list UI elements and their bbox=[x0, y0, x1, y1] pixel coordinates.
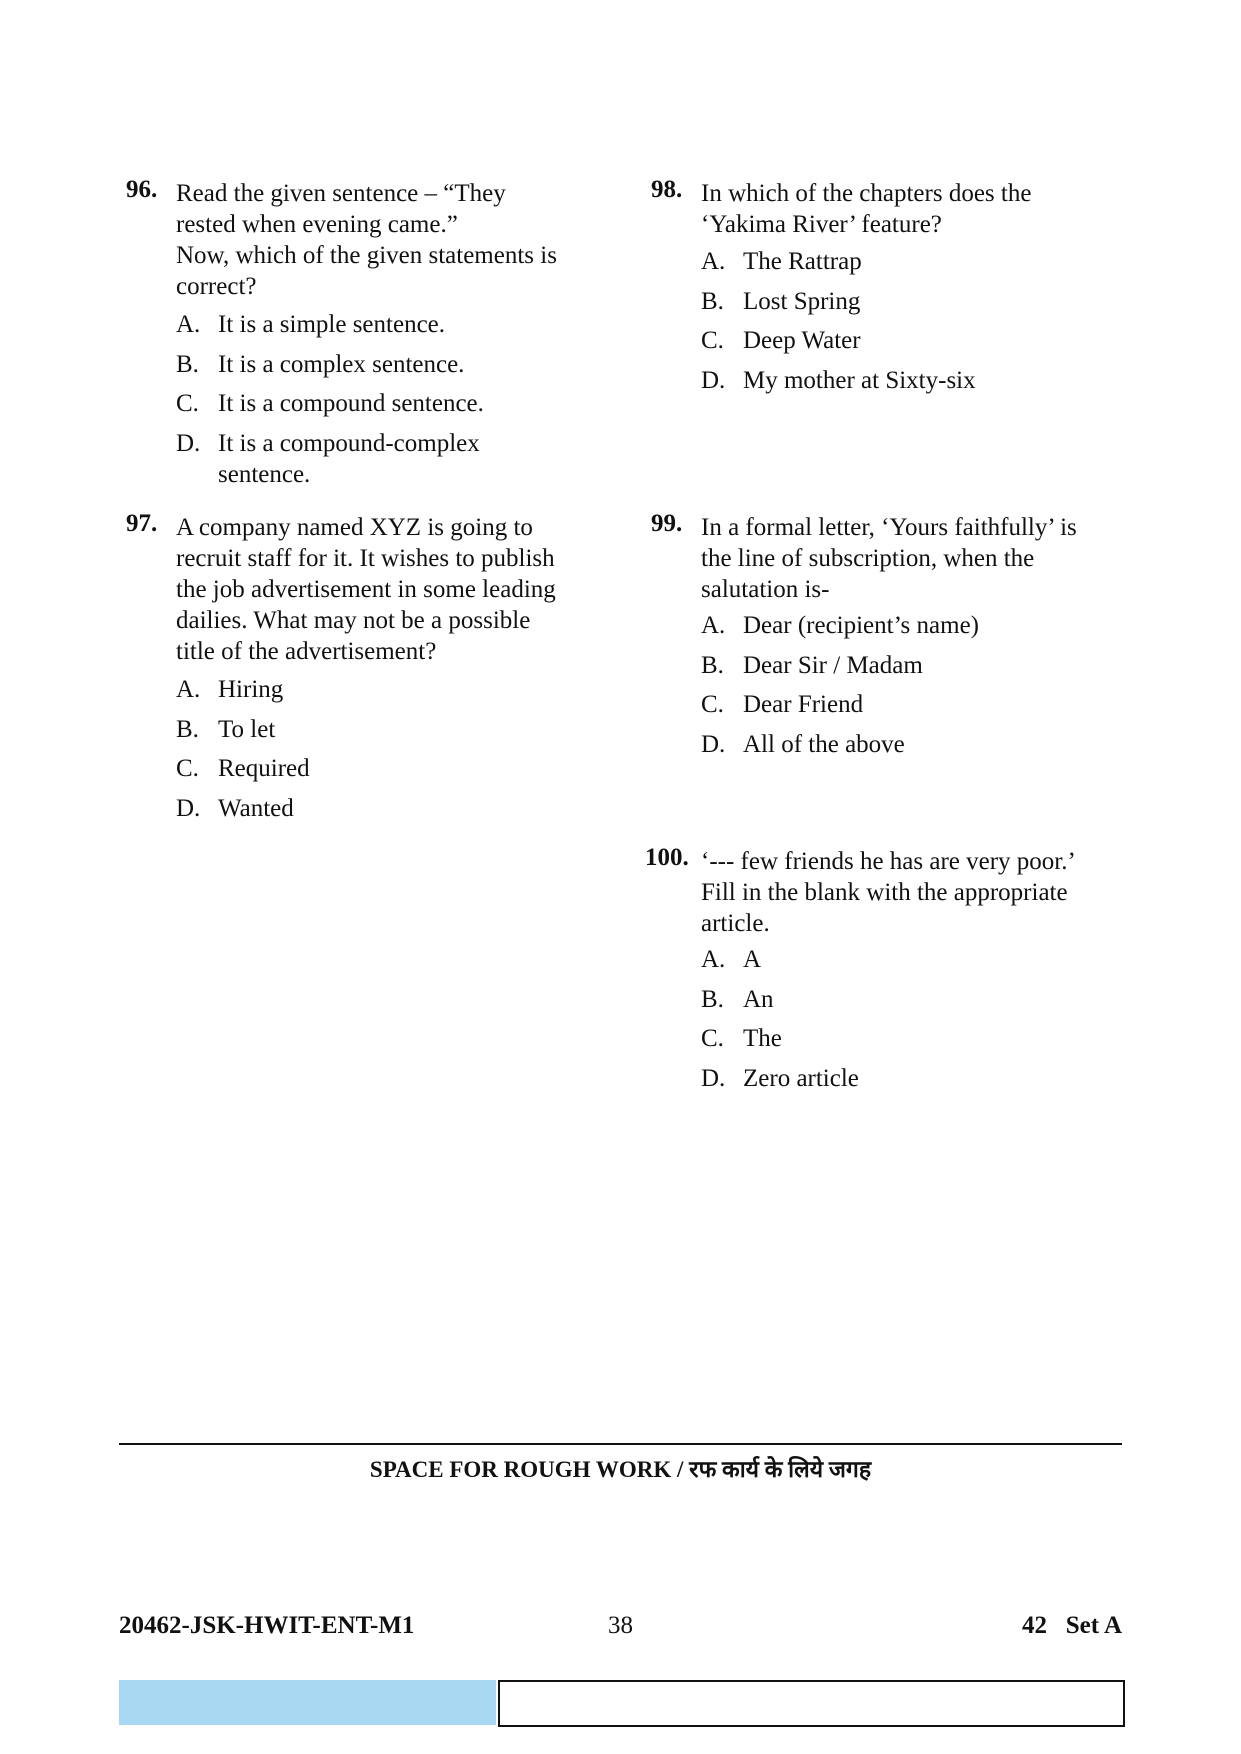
option-label: C. bbox=[176, 390, 199, 417]
option-text-line: An bbox=[743, 985, 774, 1013]
set-label: 42 Set A bbox=[1022, 1612, 1122, 1639]
option-label: B. bbox=[176, 350, 199, 378]
option-text-line: It is a compound-complex bbox=[218, 429, 480, 457]
option-label: C. bbox=[701, 1025, 724, 1052]
option-text-line: Deep Water bbox=[743, 327, 861, 354]
option-text bbox=[218, 674, 283, 714]
option-item bbox=[701, 1063, 859, 1103]
option-item bbox=[701, 246, 976, 286]
question-97 bbox=[126, 512, 606, 832]
option-text-line: Dear Friend bbox=[743, 691, 864, 718]
option-text-line: Hiring bbox=[218, 676, 284, 703]
option-text-line: Dear Sir / Madam bbox=[743, 651, 923, 679]
question-number: 98. bbox=[651, 176, 683, 203]
question-stem-line: correct? bbox=[176, 273, 257, 300]
option-label: B. bbox=[701, 651, 724, 679]
option-text bbox=[743, 650, 923, 690]
question-stem-line: article. bbox=[701, 910, 770, 937]
option-text-line: A bbox=[743, 946, 762, 973]
option-text bbox=[218, 349, 464, 389]
question-stem-line: the job advertisement in some leading bbox=[176, 576, 556, 603]
question-stem-line: ‘--- few friends he has are very poor.’ bbox=[701, 848, 1076, 875]
question-stem-line: title of the advertisement? bbox=[176, 638, 437, 665]
rough-work-divider bbox=[119, 1443, 1122, 1445]
option-item bbox=[176, 793, 310, 833]
option-text bbox=[218, 388, 484, 428]
question-stem-line: ‘Yakima River’ feature? bbox=[701, 211, 942, 238]
option-item bbox=[701, 610, 979, 650]
question-number: 100. bbox=[645, 844, 689, 871]
option-text bbox=[743, 944, 761, 984]
option-label: B. bbox=[701, 985, 724, 1013]
option-item bbox=[701, 689, 979, 729]
option-text-line: My mother at Sixty-six bbox=[743, 366, 976, 394]
option-item bbox=[176, 753, 310, 793]
option-item bbox=[701, 325, 976, 365]
option-item bbox=[176, 428, 484, 488]
question-100 bbox=[645, 846, 1145, 1126]
question-stem-line: Read the given sentence – “They bbox=[176, 180, 506, 207]
option-list bbox=[176, 309, 484, 488]
option-text bbox=[743, 1023, 782, 1063]
option-label: C. bbox=[701, 327, 724, 354]
option-text bbox=[743, 729, 905, 769]
question-stem-line: In which of the chapters does the bbox=[701, 180, 1032, 207]
paper-code: 20462-JSK-HWIT-ENT-M1 bbox=[119, 1612, 415, 1639]
question-number: 99. bbox=[651, 510, 683, 537]
option-item bbox=[701, 650, 979, 690]
option-text-line: Lost Spring bbox=[743, 287, 861, 315]
question-stem bbox=[176, 178, 557, 302]
option-item bbox=[176, 388, 484, 428]
question-98 bbox=[651, 178, 1131, 418]
option-text bbox=[743, 1063, 859, 1103]
question-stem bbox=[701, 178, 1031, 240]
option-text bbox=[743, 246, 862, 286]
option-item bbox=[701, 729, 979, 769]
option-label: C. bbox=[701, 691, 724, 718]
option-text bbox=[218, 793, 294, 833]
option-label: A. bbox=[176, 311, 201, 338]
question-number: 96. bbox=[126, 176, 158, 203]
option-text-line: sentence. bbox=[218, 460, 311, 488]
option-list bbox=[701, 944, 859, 1102]
option-text bbox=[743, 689, 863, 729]
option-list bbox=[176, 674, 310, 832]
option-label: D. bbox=[701, 730, 726, 758]
option-label: D. bbox=[176, 794, 201, 822]
option-text-line: It is a simple sentence. bbox=[218, 311, 446, 338]
option-text bbox=[743, 325, 861, 365]
question-stem-line: Fill in the blank with the appropriate bbox=[701, 879, 1068, 906]
option-list bbox=[701, 610, 979, 768]
option-label: A. bbox=[701, 612, 726, 639]
option-text-line: Required bbox=[218, 755, 310, 782]
option-label: D. bbox=[701, 1064, 726, 1092]
question-stem-line: In a formal letter, ‘Yours faithfully’ is bbox=[701, 514, 1077, 541]
option-text bbox=[218, 428, 480, 488]
option-text bbox=[743, 286, 860, 326]
option-item bbox=[701, 1023, 859, 1063]
rough-work-label: SPACE FOR ROUGH WORK / रफ कार्य के लिये जगह bbox=[369, 1457, 872, 1482]
option-label: A. bbox=[701, 248, 726, 275]
option-text-line: Zero article bbox=[743, 1064, 859, 1092]
option-item bbox=[176, 714, 310, 754]
question-stem-line: salutation is- bbox=[701, 576, 830, 603]
question-stem bbox=[176, 512, 556, 667]
option-item bbox=[176, 349, 484, 389]
option-item bbox=[701, 984, 859, 1024]
option-text bbox=[218, 309, 445, 349]
option-item bbox=[701, 944, 859, 984]
option-text-line: To let bbox=[218, 715, 276, 743]
option-text bbox=[743, 984, 774, 1024]
option-label: A. bbox=[701, 946, 726, 973]
footer-blank-box bbox=[498, 1680, 1125, 1727]
option-label: B. bbox=[701, 287, 724, 315]
option-label: C. bbox=[176, 755, 199, 782]
option-item bbox=[701, 286, 976, 326]
question-stem-line: Now, which of the given statements is bbox=[176, 242, 557, 269]
question-number: 97. bbox=[126, 510, 158, 537]
option-item bbox=[176, 309, 484, 349]
question-stem-line: dailies. What may not be a possible bbox=[176, 607, 531, 634]
option-label: D. bbox=[701, 366, 726, 394]
option-text bbox=[218, 753, 310, 793]
question-stem-line: A company named XYZ is going to bbox=[176, 514, 533, 541]
question-stem-line: recruit staff for it. It wishes to publish bbox=[176, 545, 555, 572]
option-text bbox=[743, 365, 976, 405]
question-stem-line: rested when evening came.” bbox=[176, 211, 458, 238]
option-text bbox=[743, 610, 979, 650]
question-stem-line: the line of subscription, when the bbox=[701, 545, 1035, 572]
option-text-line: The bbox=[743, 1025, 782, 1052]
option-text-line: The Rattrap bbox=[743, 248, 862, 275]
footer-color-bar bbox=[119, 1680, 496, 1725]
option-text-line: All of the above bbox=[743, 730, 905, 758]
option-text-line: It is a complex sentence. bbox=[218, 350, 465, 378]
option-list bbox=[701, 246, 976, 404]
option-text-line: It is a compound sentence. bbox=[218, 390, 484, 417]
page-number: 38 bbox=[608, 1612, 633, 1639]
option-item bbox=[701, 365, 976, 405]
question-stem bbox=[701, 512, 1077, 605]
option-label: A. bbox=[176, 676, 201, 703]
option-label: D. bbox=[176, 429, 201, 457]
option-text-line: Dear (recipient’s name) bbox=[743, 612, 979, 639]
question-stem bbox=[701, 846, 1076, 939]
option-item bbox=[176, 674, 310, 714]
option-text bbox=[218, 714, 275, 754]
question-99 bbox=[651, 512, 1131, 792]
question-96 bbox=[126, 178, 606, 498]
option-text-line: Wanted bbox=[218, 794, 294, 822]
option-label: B. bbox=[176, 715, 199, 743]
